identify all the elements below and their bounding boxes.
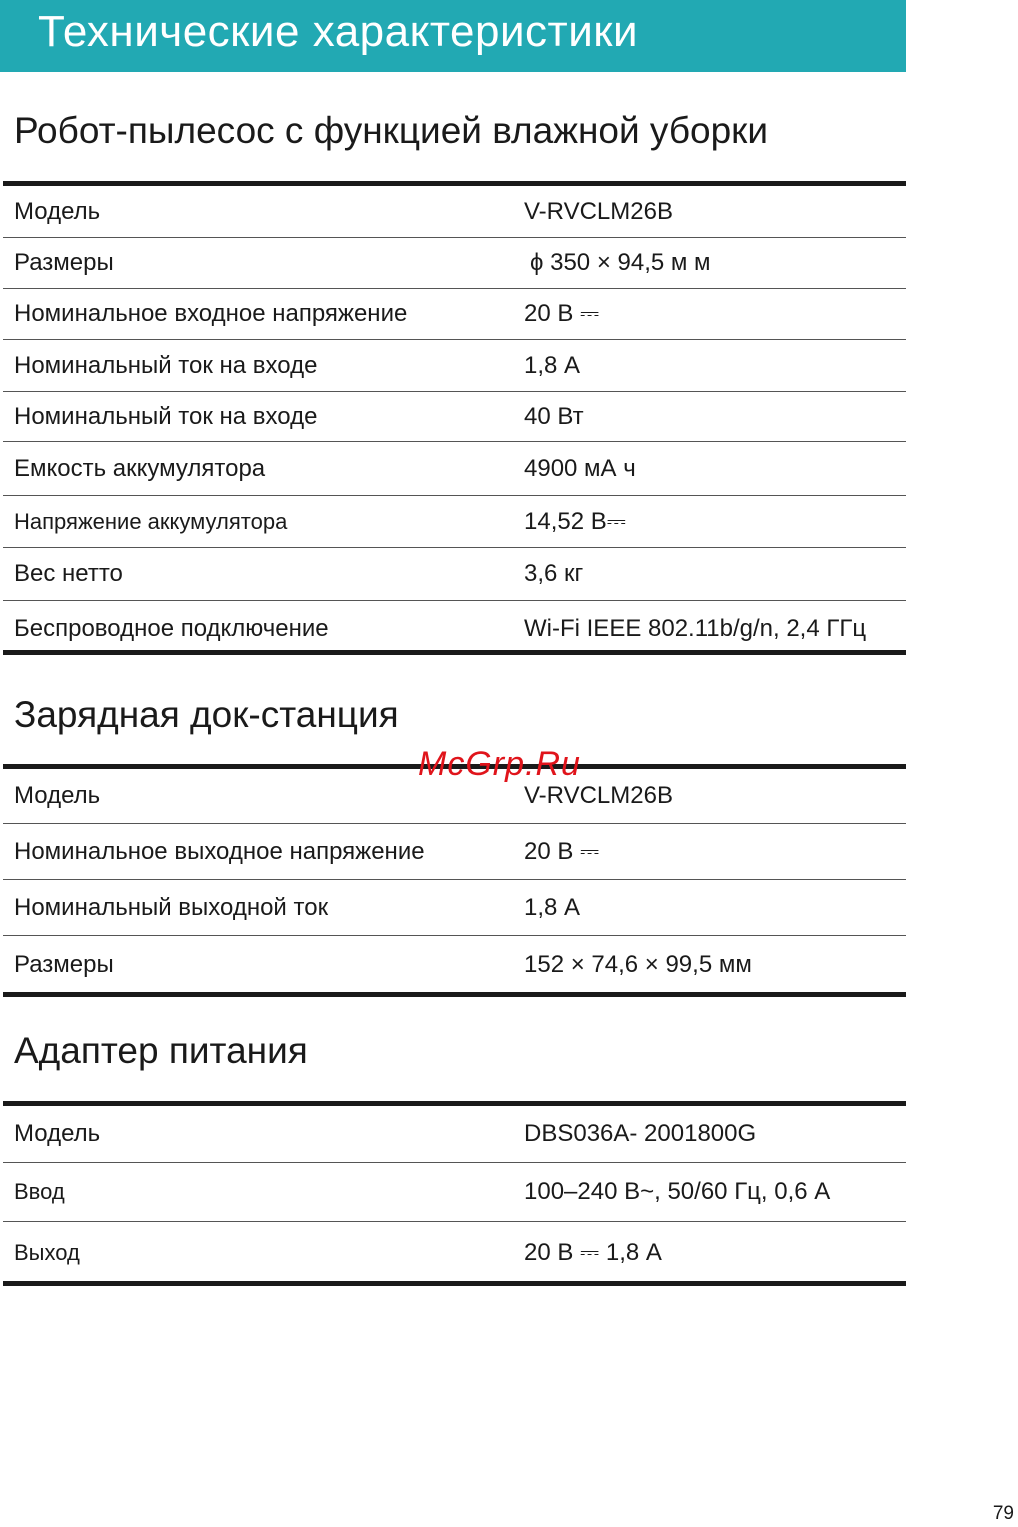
table-row [3,186,906,238]
spec-table-robot [3,186,906,656]
table-row [3,442,906,496]
row-value: Wi-Fi IEEE 802.11b/g/n, 2,4 ГГц [524,614,867,642]
watermark: McGrp.Ru [418,745,581,783]
row-value: ϕ 350 × 94,5 м м [530,249,711,276]
row-label: Напряжение аккумулятора [14,508,288,534]
header-banner [0,0,906,72]
row-value: 152 × 74,6 × 99,5 мм [524,950,752,978]
section-bottom-rule [3,992,906,997]
row-value: 4900 мА ч [524,454,636,482]
table-row [3,936,906,993]
row-value: 20 В ⎓ [524,837,600,865]
row-label: Модель [14,782,101,809]
row-label: Ввод [14,1179,65,1204]
row-value: 14,52 В⎓ [524,507,626,535]
row-label: Номинальный ток на входе [14,351,318,379]
section-bottom-rule [3,1281,906,1286]
row-value: 40 Вт [524,402,584,430]
row-label: Выход [14,1239,80,1265]
page-number: 79 [992,1503,1014,1524]
table-row [3,1106,906,1163]
row-label: Номинальный выходной ток [14,893,329,921]
row-value: 20 В ⎓ 1,8 А [524,1238,662,1266]
section-title-adapter: Адаптер питания [14,1030,308,1071]
table-row [3,1222,906,1283]
row-value: DBS036A- 2001800G [524,1120,757,1147]
section-title-dock: Зарядная док-станция [14,694,399,735]
row-value: V-RVCLM26B [524,782,673,809]
row-value: 3,6 кг [524,560,584,587]
row-label: Номинальное входное напряжение [14,300,408,327]
spec-table-dock [3,769,906,993]
row-label: Емкость аккумулятора [14,454,266,482]
page-title: Технические характеристики [38,7,639,56]
spec-table-adapter [3,1106,906,1283]
row-label: Размеры [14,950,114,978]
row-value: 100–240 В~, 50/60 Гц, 0,6 А [524,1178,831,1205]
row-label: Номинальный ток на входе [14,402,318,430]
row-value: 1,8 А [524,351,581,379]
row-label: Беспроводное подключение [14,614,329,642]
table-row [3,880,906,936]
table-row [3,392,906,442]
row-value: 1,8 А [524,893,581,921]
table-row [3,238,906,289]
section-title-robot: Робот-пылесос с функцией влажной уборки [14,110,769,151]
row-value: 20 В ⎓ [524,300,600,327]
table-row [3,601,906,656]
table-row [3,496,906,548]
row-label: Размеры [14,249,114,276]
table-row [3,289,906,340]
row-label: Вес нетто [14,560,123,587]
section-bottom-rule [3,650,906,655]
row-label: Номинальное выходное напряжение [14,837,425,865]
table-row [3,548,906,601]
table-row [3,340,906,392]
row-value: V-RVCLM26B [524,197,673,225]
row-label: Модель [14,197,101,225]
table-row [3,1163,906,1222]
table-row [3,824,906,880]
row-label: Модель [14,1120,101,1147]
